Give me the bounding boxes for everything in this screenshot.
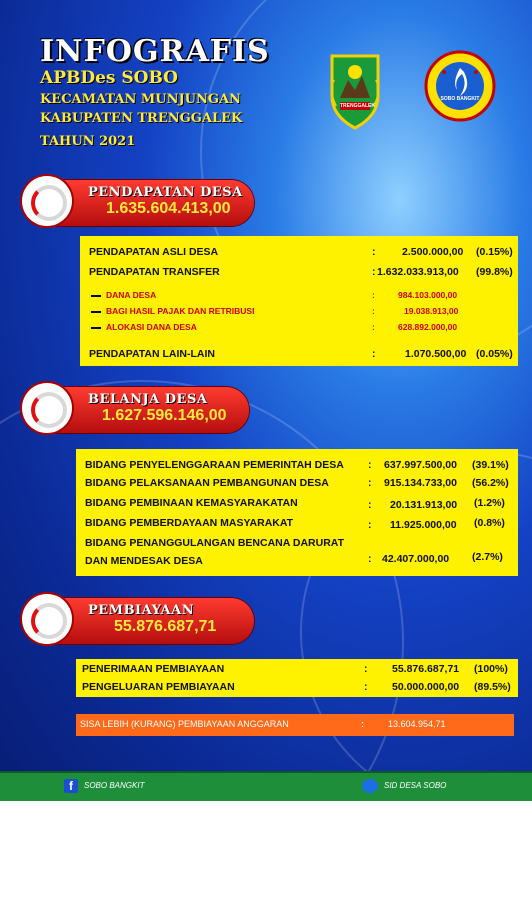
row-value: 50.000.000,00 <box>392 681 460 693</box>
row-sep: : <box>364 663 368 675</box>
row-pct: (100%) <box>474 663 508 675</box>
row-value: 55.876.687,71 <box>392 663 460 675</box>
row-sep: : <box>372 290 375 300</box>
infografis-title: INFOGRAFIS <box>40 34 270 69</box>
sisa-label: SISA LEBIH (KURANG) PEMBIAYAAN ANGGARAN <box>80 719 289 729</box>
row-sep: : <box>364 681 368 693</box>
sisa-bar <box>76 714 514 736</box>
row-label: BIDANG PENANGGULANGAN BENCANA DARURAT <box>85 537 344 549</box>
pembiayaan-panel <box>76 659 518 697</box>
row-sep: : <box>368 553 372 565</box>
belanja-title: BELANJA DESA <box>88 392 208 407</box>
row-label: ALOKASI DANA DESA <box>106 322 197 332</box>
sisa-sep: : <box>361 719 364 729</box>
pembiayaan-total: 55.876.687,71 <box>114 618 217 635</box>
row-pct: (39.1%) <box>472 459 509 471</box>
row-value: 637.997.500,00 <box>384 459 457 471</box>
row-label: PENERIMAAN PEMBIAYAAN <box>82 663 225 675</box>
row-label: BIDANG PEMBINAAN KEMASYARAKATAN <box>85 497 298 509</box>
row-sep: : <box>372 266 376 278</box>
row-label: PENDAPATAN TRANSFER <box>89 266 220 278</box>
row-pct: (56.2%) <box>472 477 509 489</box>
pie-icon <box>22 383 72 433</box>
row-label: PENDAPATAN ASLI DESA <box>89 246 219 258</box>
row-sep: : <box>372 322 375 332</box>
row-sep: : <box>368 459 372 471</box>
belanja-desa-header <box>24 387 249 433</box>
row-value: 11.925.000,00 <box>390 519 457 531</box>
row-value: 1.070.500,00 <box>405 348 467 360</box>
row-value: 19.038.913,00 <box>404 306 459 316</box>
row-value: 1.632.033.913,00 <box>377 266 459 278</box>
row-label-cont: DAN MENDESAK DESA <box>85 555 203 567</box>
row-pct: (1.2%) <box>474 497 505 509</box>
footer-bar <box>0 771 532 801</box>
row-label: BIDANG PENYELENGGARAAN PEMERINTAH DESA <box>85 459 344 471</box>
kabupaten-line: KABUPATEN TRENGGALEK <box>40 111 243 126</box>
sobo-bangkit-logo: SOBO BANGKIT <box>424 50 496 122</box>
row-pct: (89.5%) <box>474 681 511 693</box>
row-sep: : <box>372 246 376 258</box>
row-value: 915.134.733,00 <box>384 477 457 489</box>
belanja-panel <box>76 449 518 576</box>
row-sep: : <box>368 499 372 511</box>
sid-icon <box>362 779 378 793</box>
pendapatan-desa-header <box>24 180 254 226</box>
trenggalek-logo: TRENGGALEK <box>326 50 384 130</box>
apbdes-title: APBDes SOBO <box>40 68 178 88</box>
pendapatan-panel <box>80 236 518 366</box>
row-label: PENGELUARAN PEMBIAYAAN <box>82 681 235 693</box>
sid-name[interactable]: SID DESA SOBO <box>384 781 447 790</box>
pendapatan-title: PENDAPATAN DESA <box>88 185 243 200</box>
tahun-line: TAHUN 2021 <box>40 134 136 149</box>
dash-icon <box>91 311 101 313</box>
row-pct: (99.8%) <box>476 266 513 278</box>
kecamatan-line: KECAMATAN MUNJUNGAN <box>40 92 241 107</box>
row-value: 20.131.913,00 <box>390 499 458 511</box>
row-label: PENDAPATAN LAIN-LAIN <box>89 348 215 360</box>
row-label: BAGI HASIL PAJAK DAN RETRIBUSI <box>106 306 255 316</box>
dash-icon <box>91 327 101 329</box>
sisa-value: 13.604.954,71 <box>388 719 446 729</box>
row-value: 628.892.000,00 <box>398 322 458 332</box>
row-value: 2.500.000,00 <box>402 246 464 258</box>
row-sep: : <box>372 348 376 360</box>
row-value: 42.407.000,00 <box>382 553 450 565</box>
row-label: BIDANG PELAKSANAAN PEMBANGUNAN DESA <box>85 477 329 489</box>
pie-icon <box>22 176 72 226</box>
row-value: 984.103.000,00 <box>398 290 458 300</box>
facebook-name[interactable]: SOBO BANGKIT <box>84 781 145 790</box>
dash-icon <box>91 295 101 297</box>
row-label: DANA DESA <box>106 290 157 300</box>
row-pct: (2.7%) <box>472 551 503 563</box>
facebook-icon: f <box>64 779 78 793</box>
pendapatan-total: 1.635.604.413,00 <box>106 200 231 217</box>
pembiayaan-title: PEMBIAYAAN <box>88 603 195 618</box>
row-sep: : <box>368 477 372 489</box>
row-sep: : <box>368 519 372 531</box>
row-pct: (0.05%) <box>476 348 513 360</box>
row-sep: : <box>372 306 375 316</box>
belanja-total: 1.627.596.146,00 <box>102 407 227 424</box>
row-pct: (0.15%) <box>476 246 513 258</box>
pembiayaan-header <box>24 598 254 644</box>
pie-icon <box>22 594 72 644</box>
row-pct: (0.8%) <box>474 517 505 529</box>
row-label: BIDANG PEMBERDAYAAN MASYARAKAT <box>85 517 294 529</box>
